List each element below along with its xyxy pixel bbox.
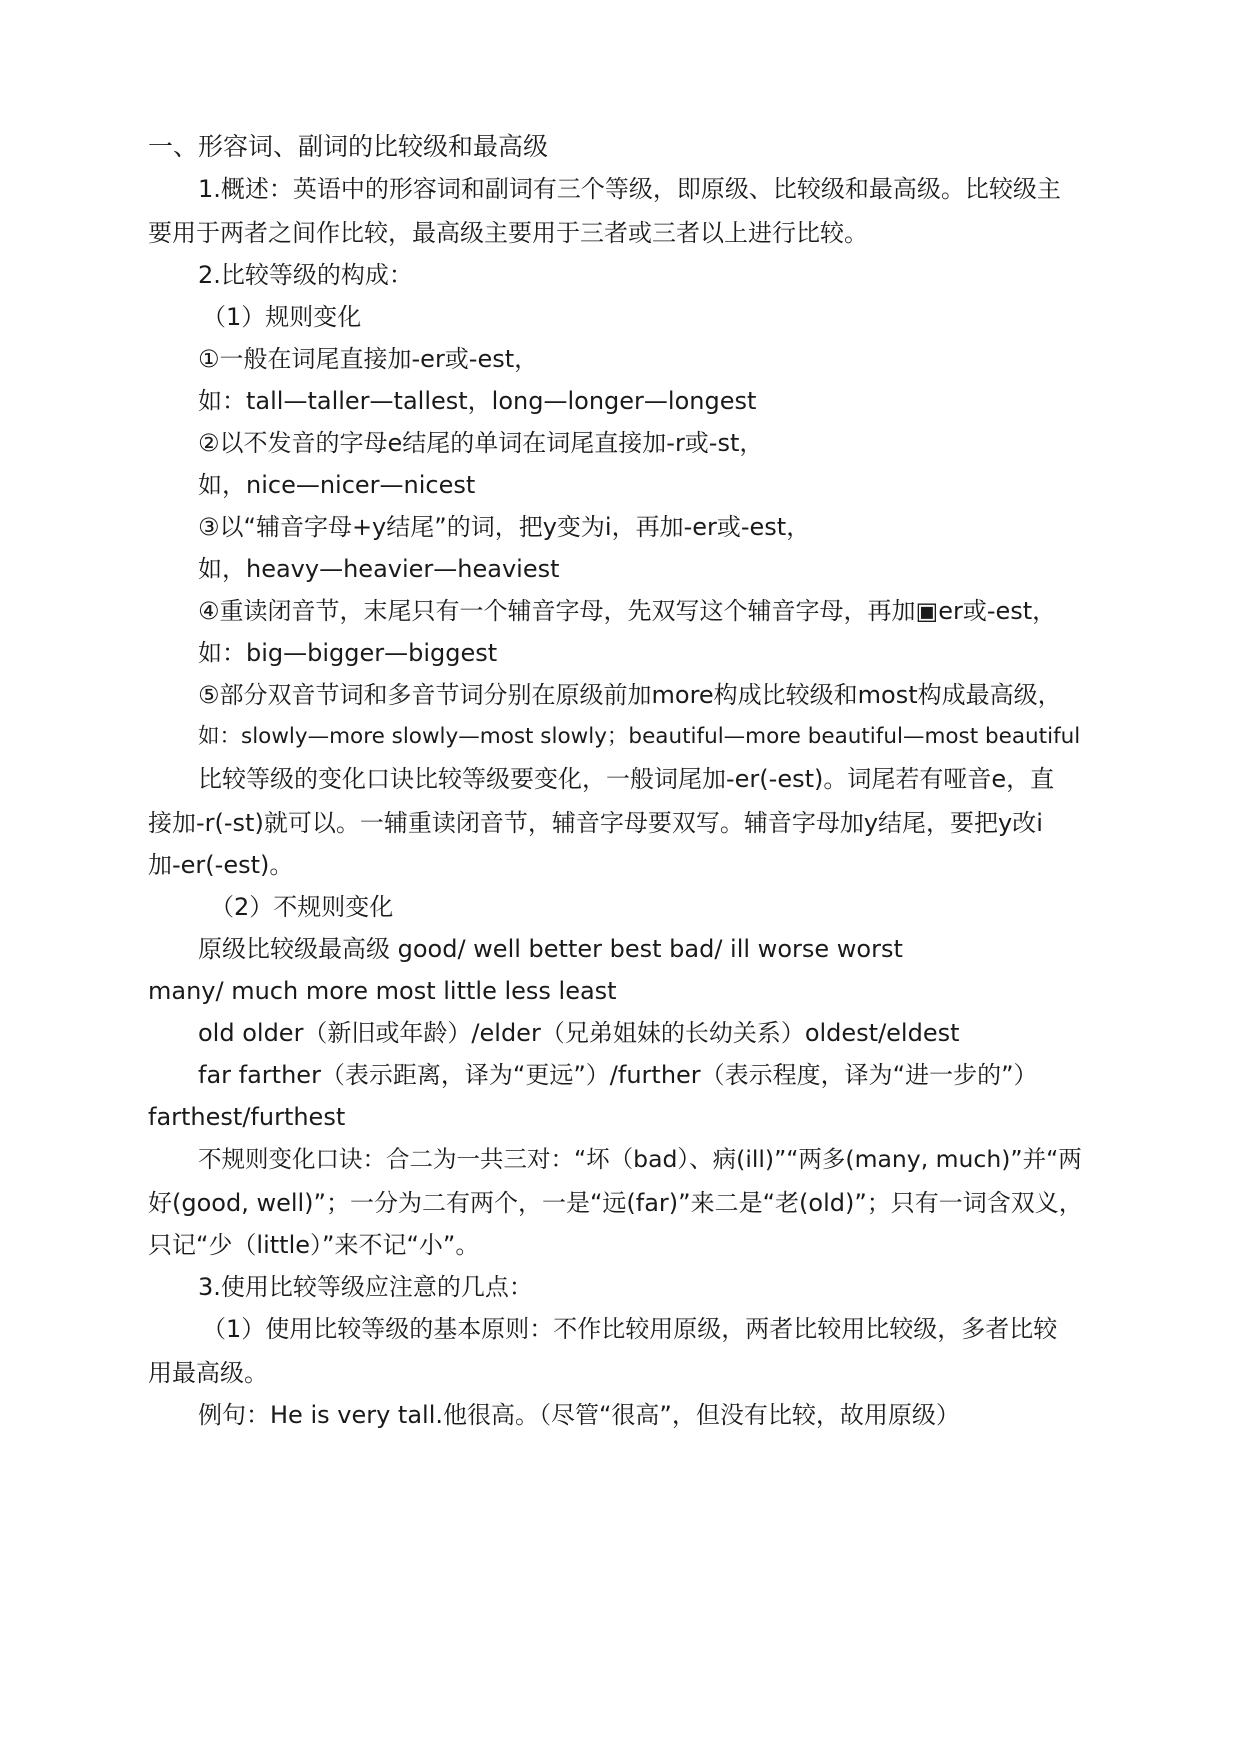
irregular-mnemonic-line-1: 不规则变化口诀：合二为一共三对：“坏（bad）、病(ill)”“两多(many, much)”并“两 — [198, 1145, 1082, 1173]
irregular-far-superlative: farthest/furthest — [148, 1103, 346, 1131]
overview-paragraph-line-1: 1.概述：英语中的形容词和副词有三个等级，即原级、比较级和最高级。比较级主 — [198, 175, 1061, 203]
rule-1-example: 如：tall—taller—tallest，long—longer—longest — [198, 387, 757, 415]
rule-4-example: 如：big—bigger—biggest — [198, 639, 498, 667]
irregular-table-line-2: many/ much more most little less least — [148, 977, 617, 1005]
mnemonic-line-3: 加-er(-est)。 — [148, 851, 294, 879]
irregular-old: old older（新旧或年龄）/elder（兄弟姐妹的长幼关系）oldest/eldest — [198, 1019, 960, 1047]
rule-3-example: 如，heavy—heavier—heaviest — [198, 555, 560, 583]
irregular-far: far farther（表示距离，译为“更远”）/further（表示程度，译为“进一步的”） — [198, 1061, 1038, 1089]
rule-5: ⑤部分双音节词和多音节词分别在原级前加more构成比较级和most构成最高级， — [198, 681, 1062, 709]
irregular-table-line-1: 原级比较级最高级 good/ well better best bad/ ill worse worst — [198, 935, 903, 963]
rule-1: ①一般在词尾直接加-er或-est， — [198, 345, 539, 373]
irregular-mnemonic-line-2: 好(good, well)”；一分为二有两个，一是“远(far)”来二是“老(old)”；只有一词含双义， — [148, 1189, 1083, 1217]
rule-heading-irregular: （2）不规则变化 — [210, 893, 394, 921]
mnemonic-line-2: 接加-r(-st)就可以。一辅重读闭音节，辅音字母要双写。辅音字母加y结尾，要把y改i — [148, 809, 1043, 837]
rule-heading-regular: （1）规则变化 — [202, 303, 362, 331]
rule-4: ④重读闭音节，末尾只有一个辅音字母，先双写这个辅音字母，再加▣er或-est， — [198, 597, 1057, 625]
subsection-heading-formation: 2.比较等级的构成： — [198, 261, 413, 289]
note-1-line-2: 用最高级。 — [148, 1359, 268, 1387]
overview-paragraph-line-2: 要用于两者之间作比较，最高级主要用于三者或三者以上进行比较。 — [148, 219, 868, 247]
irregular-mnemonic-line-3: 只记“少（little）”来不记“小”。 — [148, 1231, 480, 1259]
example-sentence: 例句：He is very tall.他很高。（尽管“很高”，但没有比较，故用原级） — [198, 1401, 960, 1429]
rule-3: ③以“辅音字母+y结尾”的词，把y变为i，再加-er或-est， — [198, 513, 811, 541]
subsection-heading-notes: 3.使用比较等级应注意的几点： — [198, 1273, 533, 1301]
rule-5-example: 如：slowly—more slowly—most slowly；beautiful—more beautiful—most beautiful — [198, 724, 1081, 749]
section-heading: 一、形容词、副词的比较级和最高级 — [148, 132, 549, 161]
rule-2-example: 如，nice—nicer—nicest — [198, 471, 476, 499]
rule-2: ②以不发音的字母e结尾的单词在词尾直接加-r或-st， — [198, 429, 764, 457]
mnemonic-line-1: 比较等级的变化口诀比较等级要变化，一般词尾加-er(-est)。词尾若有哑音e，直 — [198, 765, 1055, 793]
note-1-line-1: （1）使用比较等级的基本原则：不作比较用原级，两者比较用比较级，多者比较 — [202, 1315, 1058, 1343]
